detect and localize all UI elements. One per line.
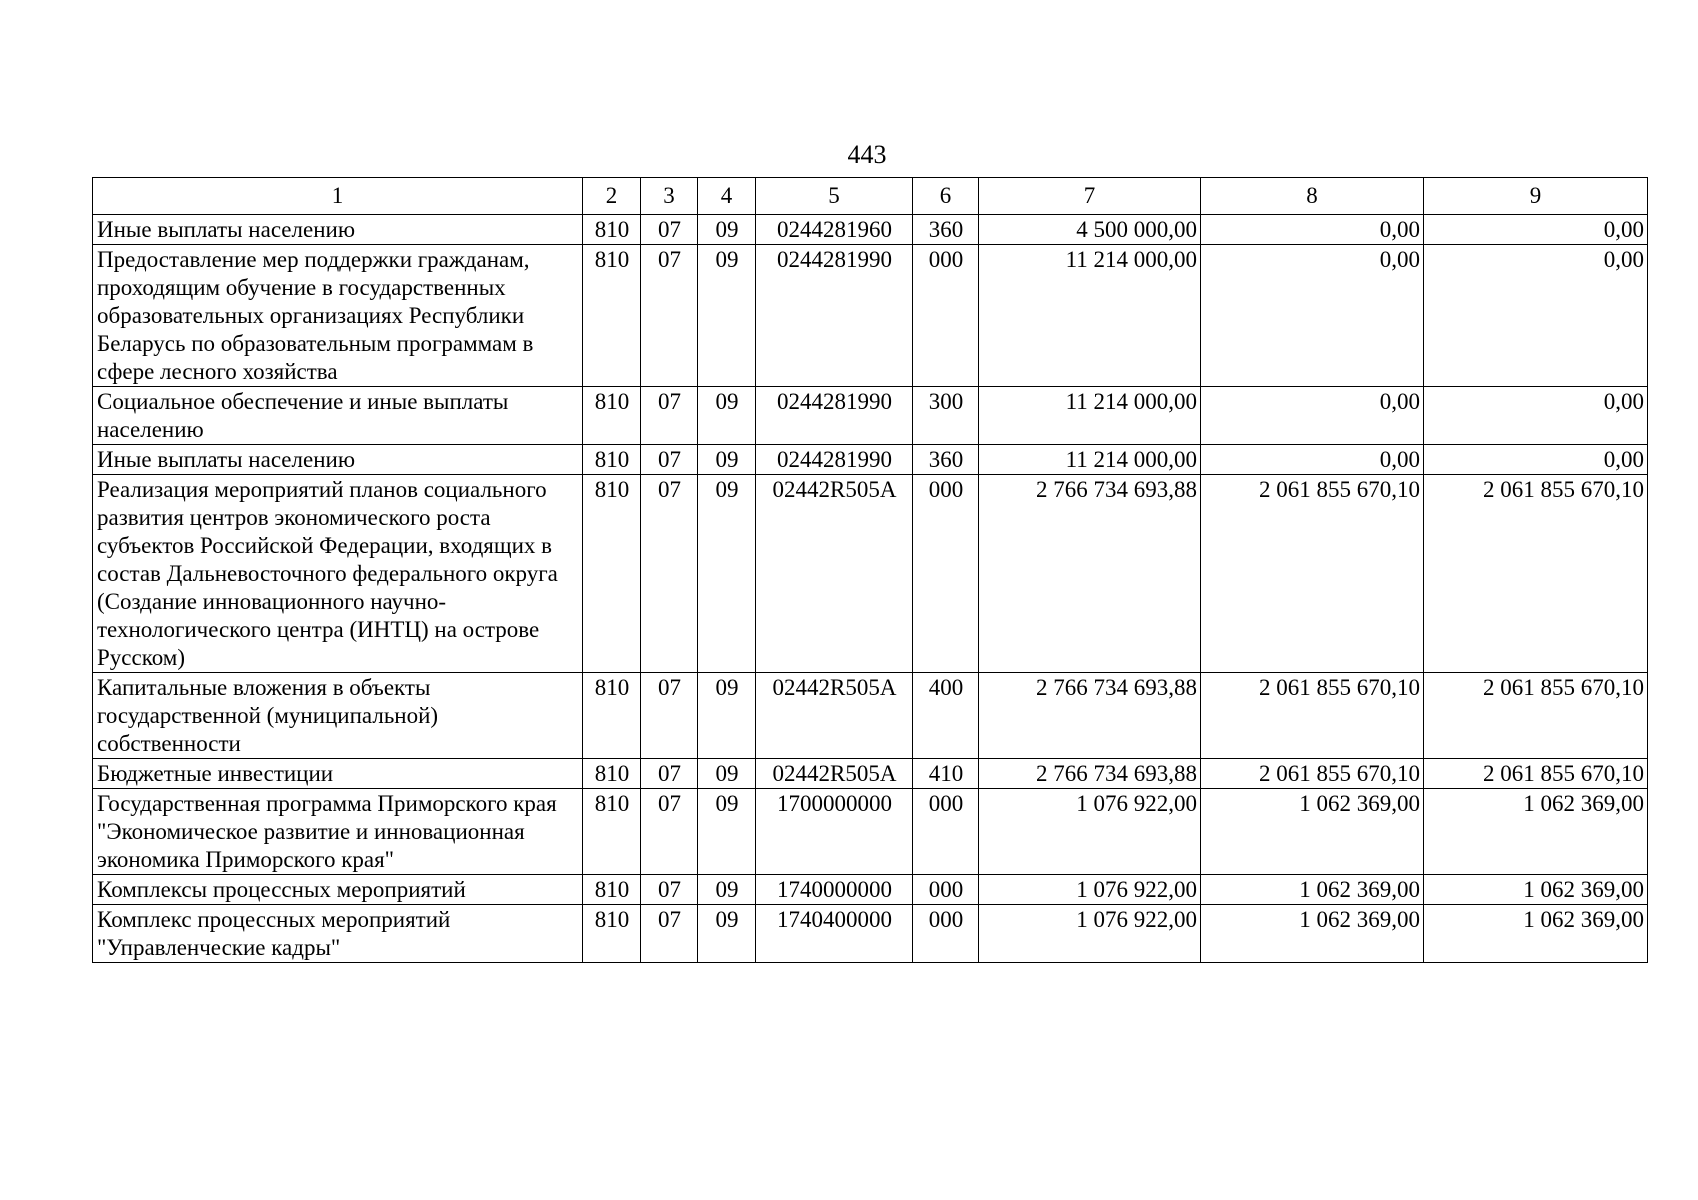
section-code: 07 <box>641 905 698 963</box>
expense-type-code: 410 <box>913 759 979 789</box>
expense-name: Капитальные вложения в объекты государственной (муниципальной) собственности <box>93 673 583 759</box>
amount-col-8: 1 062 369,00 <box>1201 875 1424 905</box>
expense-name: Социальное обеспечение и иные выплаты населению <box>93 387 583 445</box>
target-article-code: 02442R505A <box>756 759 913 789</box>
subsection-code: 09 <box>698 245 756 387</box>
section-code: 07 <box>641 673 698 759</box>
column-header: 4 <box>698 178 756 215</box>
header-row <box>93 178 1648 215</box>
amount-col-9: 1 062 369,00 <box>1424 789 1648 875</box>
target-article-code: 0244281990 <box>756 245 913 387</box>
expense-type-code: 000 <box>913 905 979 963</box>
ministry-code: 810 <box>583 387 641 445</box>
amount-col-8: 1 062 369,00 <box>1201 905 1424 963</box>
expense-type-code: 000 <box>913 475 979 673</box>
column-header: 2 <box>583 178 641 215</box>
expense-name: Комплексы процессных мероприятий <box>93 875 583 905</box>
table-row <box>93 215 1648 245</box>
table-row <box>93 475 1648 673</box>
column-header: 6 <box>913 178 979 215</box>
page-number: 443 <box>847 140 887 169</box>
subsection-code: 09 <box>698 759 756 789</box>
target-article-code: 02442R505A <box>756 475 913 673</box>
expense-name: Иные выплаты населению <box>93 445 583 475</box>
section-code: 07 <box>641 245 698 387</box>
section-code: 07 <box>641 475 698 673</box>
amount-col-8: 2 061 855 670,10 <box>1201 673 1424 759</box>
target-article-code: 1740000000 <box>756 875 913 905</box>
target-article-code: 0244281990 <box>756 387 913 445</box>
amount-col-9: 0,00 <box>1424 445 1648 475</box>
amount-col-9: 2 061 855 670,10 <box>1424 759 1648 789</box>
amount-col-7: 4 500 000,00 <box>979 215 1201 245</box>
subsection-code: 09 <box>698 475 756 673</box>
amount-col-7: 2 766 734 693,88 <box>979 475 1201 673</box>
table-row <box>93 673 1648 759</box>
amount-col-9: 1 062 369,00 <box>1424 875 1648 905</box>
table-row <box>93 759 1648 789</box>
amount-col-9: 0,00 <box>1424 215 1648 245</box>
amount-col-7: 1 076 922,00 <box>979 789 1201 875</box>
ministry-code: 810 <box>583 875 641 905</box>
amount-col-9: 0,00 <box>1424 387 1648 445</box>
table-row <box>93 445 1648 475</box>
table-row <box>93 245 1648 387</box>
expense-type-code: 360 <box>913 445 979 475</box>
expense-type-code: 400 <box>913 673 979 759</box>
amount-col-7: 2 766 734 693,88 <box>979 759 1201 789</box>
subsection-code: 09 <box>698 445 756 475</box>
amount-col-9: 2 061 855 670,10 <box>1424 673 1648 759</box>
amount-col-7: 1 076 922,00 <box>979 905 1201 963</box>
subsection-code: 09 <box>698 875 756 905</box>
expense-name: Комплекс процессных мероприятий "Управленческие кадры" <box>93 905 583 963</box>
amount-col-9: 0,00 <box>1424 245 1648 387</box>
amount-col-8: 0,00 <box>1201 445 1424 475</box>
ministry-code: 810 <box>583 673 641 759</box>
expense-name: Иные выплаты населению <box>93 215 583 245</box>
table-row <box>93 387 1648 445</box>
amount-col-7: 11 214 000,00 <box>979 387 1201 445</box>
column-header: 7 <box>979 178 1201 215</box>
section-code: 07 <box>641 387 698 445</box>
ministry-code: 810 <box>583 475 641 673</box>
target-article-code: 1700000000 <box>756 789 913 875</box>
amount-col-8: 0,00 <box>1201 387 1424 445</box>
expense-type-code: 000 <box>913 789 979 875</box>
ministry-code: 810 <box>583 905 641 963</box>
subsection-code: 09 <box>698 673 756 759</box>
table-row <box>93 905 1648 963</box>
subsection-code: 09 <box>698 387 756 445</box>
amount-col-7: 11 214 000,00 <box>979 245 1201 387</box>
ministry-code: 810 <box>583 759 641 789</box>
amount-col-8: 2 061 855 670,10 <box>1201 475 1424 673</box>
amount-col-7: 2 766 734 693,88 <box>979 673 1201 759</box>
target-article-code: 02442R505A <box>756 673 913 759</box>
section-code: 07 <box>641 789 698 875</box>
amount-col-7: 1 076 922,00 <box>979 875 1201 905</box>
section-code: 07 <box>641 759 698 789</box>
ministry-code: 810 <box>583 215 641 245</box>
column-header: 5 <box>756 178 913 215</box>
expense-name: Государственная программа Приморского края "Экономическое развитие и инновационная экономика Приморского края" <box>93 789 583 875</box>
column-header: 8 <box>1201 178 1424 215</box>
table-row <box>93 789 1648 875</box>
column-header: 1 <box>93 178 583 215</box>
subsection-code: 09 <box>698 215 756 245</box>
table-row <box>93 875 1648 905</box>
column-header: 9 <box>1424 178 1648 215</box>
column-header: 3 <box>641 178 698 215</box>
amount-col-9: 1 062 369,00 <box>1424 905 1648 963</box>
amount-col-9: 2 061 855 670,10 <box>1424 475 1648 673</box>
expense-type-code: 300 <box>913 387 979 445</box>
amount-col-8: 1 062 369,00 <box>1201 789 1424 875</box>
section-code: 07 <box>641 215 698 245</box>
expense-name: Бюджетные инвестиции <box>93 759 583 789</box>
expense-type-code: 000 <box>913 875 979 905</box>
ministry-code: 810 <box>583 445 641 475</box>
subsection-code: 09 <box>698 789 756 875</box>
expense-name: Предоставление мер поддержки гражданам, проходящим обучение в государственных образовательных организациях Республики Беларусь по образовательным программам в сфере лесного хозяйства <box>93 245 583 387</box>
expense-name: Реализация мероприятий планов социального развития центров экономического роста субъектов Российской Федерации, входящих в состав Дальневосточного федерального округа (Создание инновационного научно-технологического центра (ИНТЦ) на острове Русском) <box>93 475 583 673</box>
target-article-code: 1740400000 <box>756 905 913 963</box>
ministry-code: 810 <box>583 245 641 387</box>
amount-col-7: 11 214 000,00 <box>979 445 1201 475</box>
target-article-code: 0244281960 <box>756 215 913 245</box>
section-code: 07 <box>641 875 698 905</box>
expense-type-code: 000 <box>913 245 979 387</box>
target-article-code: 0244281990 <box>756 445 913 475</box>
budget-table <box>92 177 1648 963</box>
subsection-code: 09 <box>698 905 756 963</box>
section-code: 07 <box>641 445 698 475</box>
ministry-code: 810 <box>583 789 641 875</box>
amount-col-8: 0,00 <box>1201 215 1424 245</box>
amount-col-8: 2 061 855 670,10 <box>1201 759 1424 789</box>
amount-col-8: 0,00 <box>1201 245 1424 387</box>
expense-type-code: 360 <box>913 215 979 245</box>
